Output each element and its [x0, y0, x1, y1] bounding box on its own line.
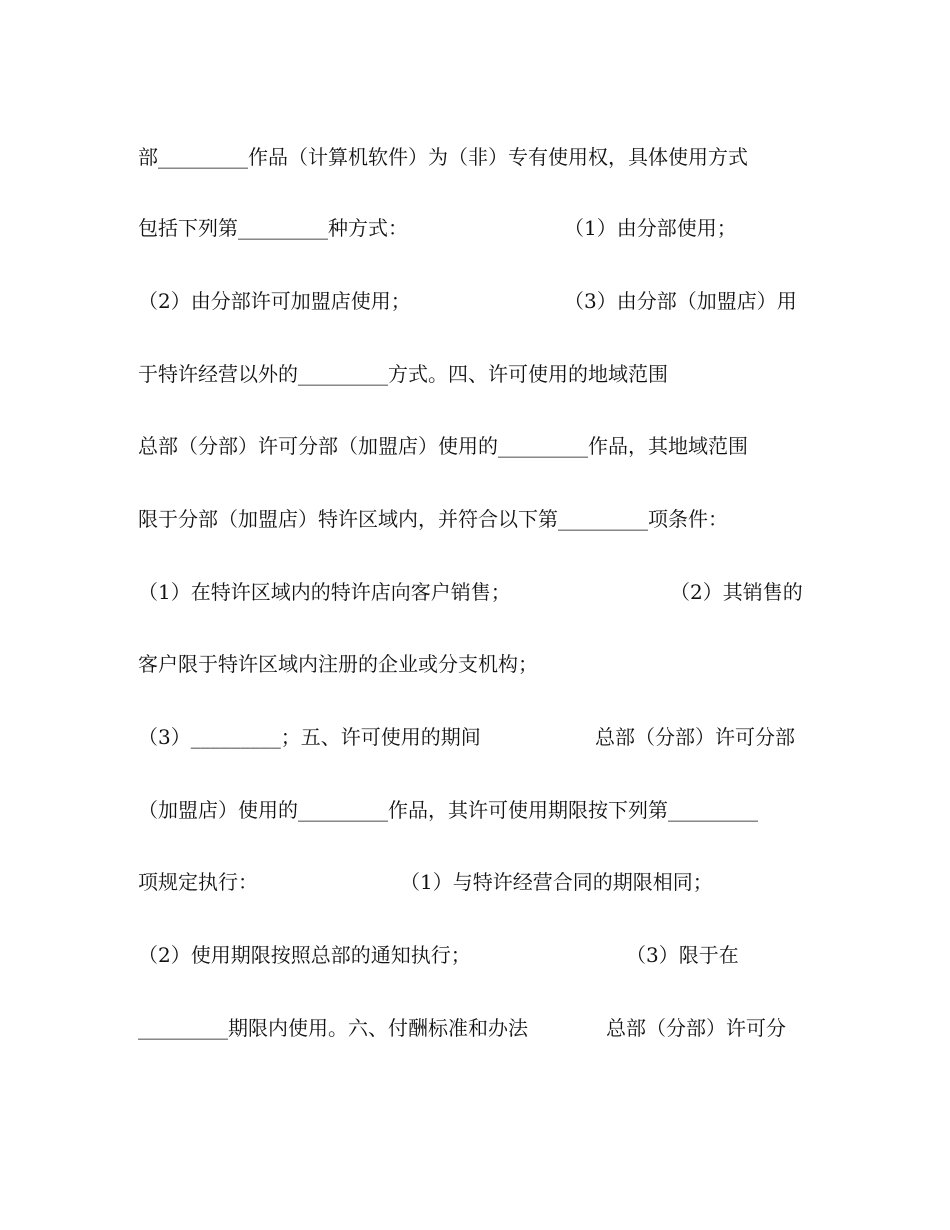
text-line	[138, 792, 818, 828]
text-line	[138, 139, 818, 175]
text-segment: （1）由分部使用；	[564, 216, 737, 240]
text-segment: 总部（分部）许可分部（加盟店）使用的_________作品，其地域范围	[138, 434, 748, 458]
text-segment: 于特许经营以外的_________方式。四、许可使用的地域范围	[138, 362, 668, 386]
text-segment: （加盟店）使用的_________作品，其许可使用期限按下列第_________	[138, 798, 758, 822]
text-segment: 限于分部（加盟店）特许区域内，并符合以下第_________项条件：	[138, 507, 728, 531]
text-line	[138, 646, 818, 682]
text-line	[138, 1010, 818, 1046]
text-segment: （2）其销售的	[670, 580, 803, 604]
text-line	[138, 210, 818, 246]
text-line	[138, 356, 818, 392]
text-line	[138, 501, 818, 537]
text-segment: 项规定执行：	[138, 870, 258, 894]
text-segment: （1）在特许区域内的特许店向客户销售；	[138, 580, 511, 604]
text-segment: （3）限于在	[626, 943, 739, 967]
text-segment: 总部（分部）许可分	[606, 1016, 786, 1040]
text-segment: （2）使用期限按照总部的通知执行；	[138, 943, 471, 967]
text-line	[138, 719, 818, 755]
text-segment: （2）由分部许可加盟店使用；	[138, 289, 411, 313]
text-segment: 总部（分部）许可分部	[595, 725, 795, 749]
text-segment: 包括下列第_________种方式：	[138, 216, 408, 240]
text-line	[138, 574, 818, 610]
text-segment: 部_________作品（计算机软件）为（非）专有使用权，具体使用方式	[138, 145, 748, 169]
text-line	[138, 428, 818, 464]
text-line	[138, 864, 818, 900]
text-line	[138, 283, 818, 319]
text-segment: （3）_________；五、许可使用的期间	[138, 725, 481, 749]
text-line	[138, 937, 818, 973]
text-segment: _________期限内使用。六、付酬标准和办法	[138, 1016, 528, 1040]
text-segment: （1）与特许经营合同的期限相同；	[400, 870, 713, 894]
text-segment: （3）由分部（加盟店）用	[564, 289, 797, 313]
text-segment: 客户限于特许区域内注册的企业或分支机构；	[138, 652, 538, 676]
